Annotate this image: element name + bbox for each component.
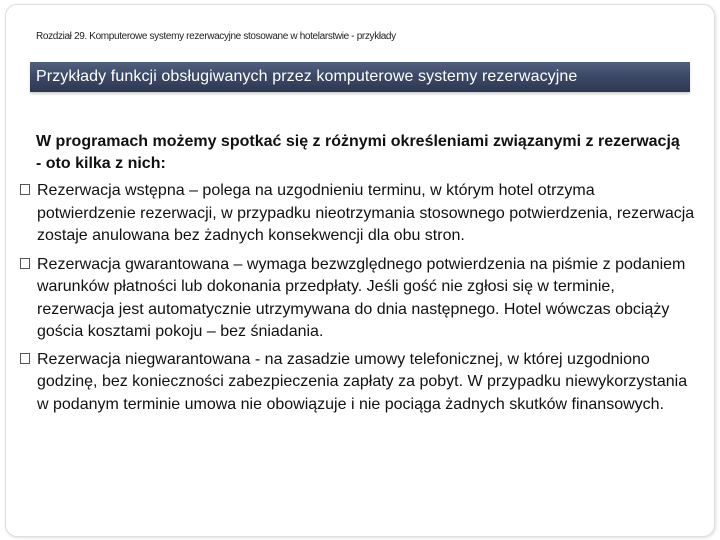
bullet-text: Rezerwacja gwarantowana – wymaga bezwzględnego potwierdzenia na piśmie z podaniem warunków płatności lub dokonania przedpłaty. Jeśli gość nie zgłosi się w terminie, rezerwacja jest automatycznie utrzymywana do dnia następnego. Hotel wówczas obciąży gościa kosztami pokoju – bez śniadania. xyxy=(37,255,686,340)
list-item xyxy=(20,349,695,417)
checkbox-bullet-icon xyxy=(20,184,30,195)
intro-text: W programach możemy spotkać się z różnymi określeniami związanymi z rezerwacją - oto kilka z nich: xyxy=(36,133,680,172)
bullet-text: Rezerwacja wstępna – polega na uzgodnieniu terminu, w którym hotel otrzyma potwierdzenie rezerwacji, w przypadku nieotrzymania stosownego potwierdzenia, rezerwacja zostaje anulowana bez żadnych konsekwencji dla obu stron. xyxy=(37,182,695,244)
checkbox-bullet-icon xyxy=(20,258,30,269)
bullet-text: Rezerwacja niegwarantowana - na zasadzie umowy telefonicznej, w której uzgodniono godzinę, bez konieczności zabezpieczenia zapłaty za pobyt. W przypadku niewykorzystania w podanym terminie umowa nie obowiązuje i nie pociąga żadnych skutków finansowych. xyxy=(37,350,688,413)
chapter-header: Rozdział 29. Komputerowe systemy rezerwacyjne stosowane w hotelarstwie - przykłady xyxy=(36,31,396,42)
list-item xyxy=(20,180,695,248)
slide-title: Przykłady funkcji obsługiwanych przez komputerowe systemy rezerwacyjne xyxy=(36,68,578,85)
checkbox-bullet-icon xyxy=(20,353,30,364)
bullet-list xyxy=(20,180,695,416)
list-item xyxy=(20,254,695,344)
title-bar xyxy=(30,62,690,92)
